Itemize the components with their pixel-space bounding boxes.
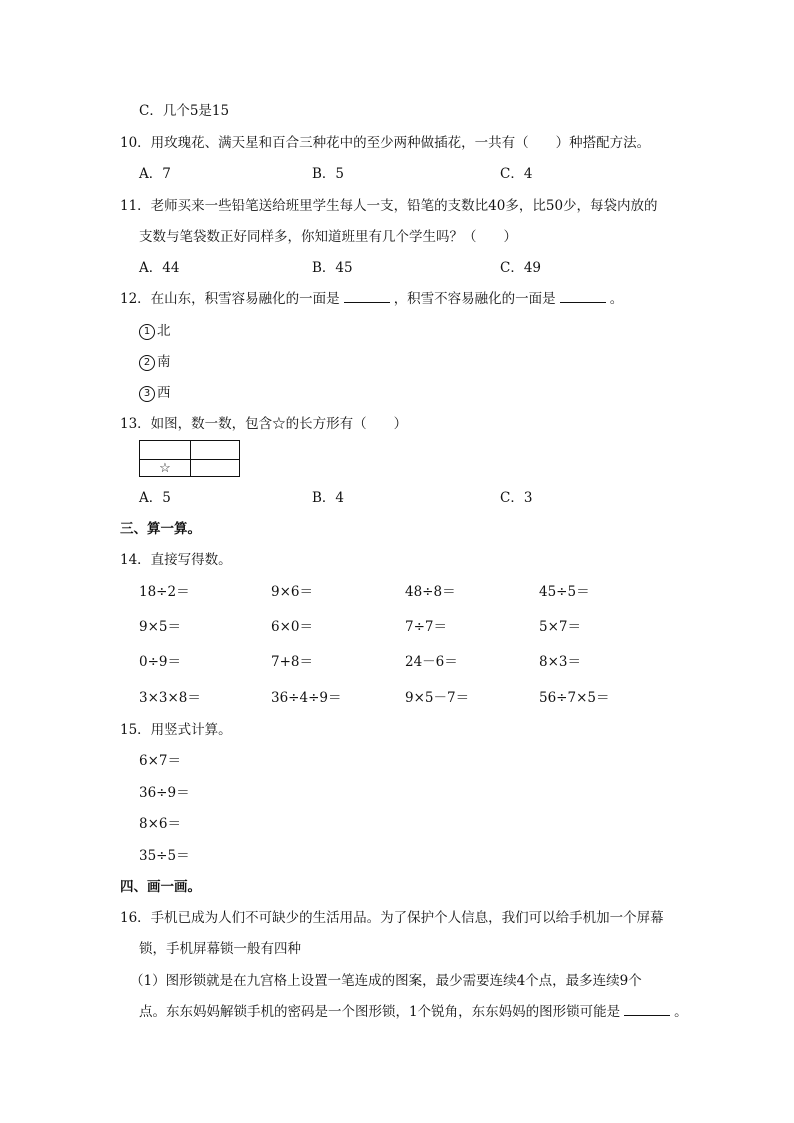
q13-option-c: C．3 bbox=[500, 490, 533, 506]
q14-r3-c1: 0÷9＝ bbox=[139, 654, 181, 670]
q11-option-c: C．49 bbox=[500, 260, 542, 276]
q14-r4-c2: 36÷4÷9＝ bbox=[271, 690, 342, 706]
q10-stem: 10．用玫瑰花、满天星和百合三种花中的至少两种做插花，一共有（ ）种搭配方法。 bbox=[120, 135, 651, 151]
q12-stem-part1: 12．在山东，积雪容易融化的一面是 bbox=[120, 291, 340, 307]
q12-stem-part3: 。 bbox=[609, 291, 624, 307]
q15-item-3: 8×6＝ bbox=[139, 816, 181, 832]
q16-stem-line2: 锁，手机屏幕锁一般有四种 bbox=[139, 941, 301, 957]
q12-stem bbox=[120, 289, 623, 309]
q14-r4-c1: 3×3×8＝ bbox=[139, 690, 201, 706]
q13-option-b: B．4 bbox=[312, 490, 345, 506]
q9-option-c: C．几个5是15 bbox=[139, 103, 230, 119]
q16-sub1-line1: （1）图形锁就是在九宫格上设置一笔连成的图案，最少需要连续4个点，最多连续9个 bbox=[130, 973, 642, 989]
q15-stem: 15．用竖式计算。 bbox=[120, 722, 232, 738]
q16-blank[interactable] bbox=[624, 1003, 670, 1016]
circled-number-3: 3 bbox=[139, 386, 155, 402]
q12-choice-3 bbox=[139, 383, 171, 403]
q12-stem-part2: ，积雪不容易融化的一面是 bbox=[393, 291, 556, 307]
q14-r1-c1: 18÷2＝ bbox=[139, 584, 190, 600]
q14-r2-c3: 7÷7＝ bbox=[405, 619, 447, 635]
q14-stem: 14．直接写得数。 bbox=[120, 552, 232, 568]
q10-option-c: C．4 bbox=[500, 166, 533, 182]
q14-r2-c4: 5×7＝ bbox=[539, 619, 581, 635]
q15-item-2: 36÷9＝ bbox=[139, 785, 190, 801]
q15-item-1: 6×7＝ bbox=[139, 753, 181, 769]
q16-sub1-end: 。 bbox=[674, 1004, 688, 1020]
q14-r3-c3: 24－6＝ bbox=[405, 654, 458, 670]
q15-item-4: 35÷5＝ bbox=[139, 848, 190, 864]
q16-sub1-line2 bbox=[139, 1002, 688, 1022]
q11-stem-line2: 支数与笔袋数正好同样多，你知道班里有几个学生吗？（ ） bbox=[139, 229, 517, 245]
q14-r4-c4: 56÷7×5＝ bbox=[539, 690, 610, 706]
q11-option-a: A．44 bbox=[139, 260, 180, 276]
q12-blank-1[interactable] bbox=[344, 290, 390, 303]
q11-stem-line1: 11．老师买来一些铅笔送给班里学生每人一支，铅笔的支数比40多，比50少，每袋内放的 bbox=[120, 198, 658, 214]
q16-sub1-text: 点。东东妈妈解锁手机的密码是一个图形锁，1个锐角，东东妈妈的图形锁可能是 bbox=[139, 1004, 621, 1020]
q12-choice-3-text: 西 bbox=[157, 385, 171, 401]
q14-r1-c3: 48÷8＝ bbox=[405, 584, 456, 600]
q13-stem: 13．如图，数一数，包含☆的长方形有（ ） bbox=[120, 416, 408, 432]
star-icon: ☆ bbox=[159, 461, 171, 476]
q12-blank-2[interactable] bbox=[560, 290, 606, 303]
q12-choice-1-text: 北 bbox=[157, 323, 171, 339]
q12-choice-2 bbox=[139, 352, 171, 372]
q16-stem-line1: 16．手机已成为人们不可缺少的生活用品。为了保护个人信息，我们可以给手机加一个屏幕 bbox=[120, 910, 664, 926]
q12-choice-2-text: 南 bbox=[157, 354, 171, 370]
rectangle-grid-figure bbox=[139, 440, 240, 477]
q14-r1-c4: 45÷5＝ bbox=[539, 584, 590, 600]
section-3-title: 三、算一算。 bbox=[120, 521, 201, 537]
q11-option-b: B．45 bbox=[312, 260, 353, 276]
q10-option-a: A．7 bbox=[139, 166, 171, 182]
q13-option-a: A．5 bbox=[139, 490, 171, 506]
q14-r2-c2: 6×0＝ bbox=[271, 619, 313, 635]
q14-r1-c2: 9×6＝ bbox=[271, 584, 313, 600]
circled-number-1: 1 bbox=[139, 324, 155, 340]
grid-horizontal-divider bbox=[140, 459, 239, 460]
circled-number-2: 2 bbox=[139, 355, 155, 371]
q10-option-b: B．5 bbox=[312, 166, 345, 182]
q14-r2-c1: 9×5＝ bbox=[139, 619, 181, 635]
q12-choice-1 bbox=[139, 321, 171, 341]
section-4-title: 四、画一画。 bbox=[120, 879, 201, 895]
q14-r3-c4: 8×3＝ bbox=[539, 654, 581, 670]
q14-r3-c2: 7+8＝ bbox=[271, 654, 313, 670]
q14-r4-c3: 9×5－7＝ bbox=[405, 690, 470, 706]
